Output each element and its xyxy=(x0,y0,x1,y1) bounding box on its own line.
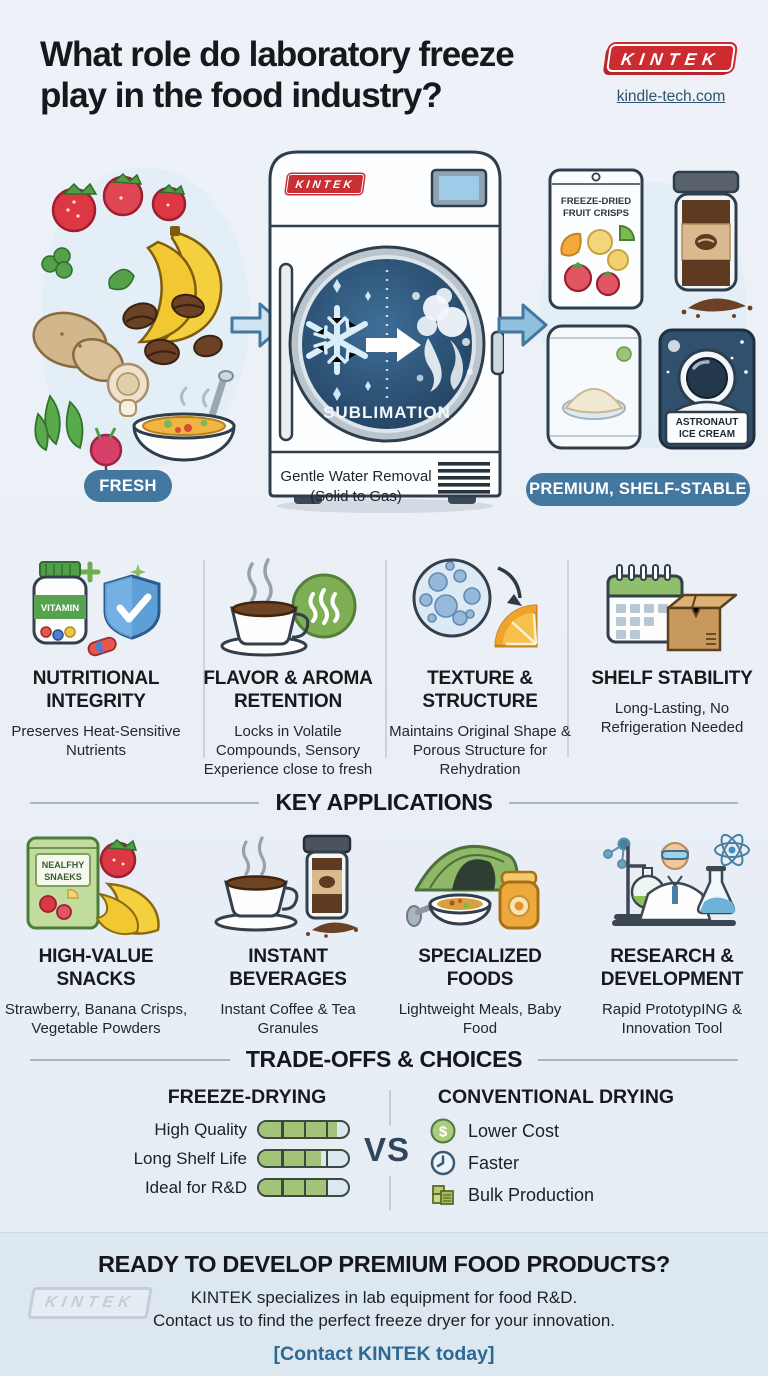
astronaut-ice-cream-card xyxy=(660,330,754,448)
premium-shelf-stable-badge: PREMIUM, SHELF-STABLE xyxy=(526,473,750,506)
fresh-foods-illustration xyxy=(22,150,257,500)
freeze-drying-title: FREEZE-DRYING xyxy=(167,1086,327,1108)
conventional-row: Bulk Production xyxy=(430,1182,594,1208)
benefit-title: TEXTURE & STRUCTURE xyxy=(422,668,538,712)
vitamin-shield-icon xyxy=(16,552,176,664)
svg-text:FRUIT CRISPS: FRUIT CRISPS xyxy=(563,208,629,219)
app-specialized-foods xyxy=(384,824,576,1038)
benefit-title: NUTRITIONAL INTEGRITY xyxy=(32,668,160,712)
app-title: SPECIALIZED FOODS xyxy=(418,946,542,990)
vs-divider xyxy=(389,1176,391,1210)
benefit-shelf-stability xyxy=(576,552,768,779)
snacks-icon xyxy=(16,824,176,942)
benefit-desc: Long-Lasting, No Refrigeration Needed xyxy=(600,699,744,736)
svg-text:$: $ xyxy=(438,1123,448,1141)
machine-brand-badge: KINTEK xyxy=(286,174,365,194)
kintek-watermark-logo: KINTEK xyxy=(27,1287,152,1319)
contact-cta[interactable]: [Contact KINTEK today] xyxy=(273,1343,495,1365)
app-research-development xyxy=(576,824,768,1038)
specialized-foods-icon xyxy=(400,824,560,942)
page-title xyxy=(40,34,514,116)
page-title-line2: play in the food industry? xyxy=(40,76,442,115)
conventional-row: $ Lower Cost xyxy=(430,1118,594,1144)
benefit-desc: Locks in Volatile Compounds, Sensory Experience close to fresh xyxy=(203,722,373,778)
benefit-title: FLAVOR & AROMA RETENTION xyxy=(203,668,373,712)
freeze-dryer-machine xyxy=(266,146,504,514)
mushroom-icon xyxy=(108,364,148,416)
benefit-nutritional-integrity xyxy=(0,552,192,779)
boxes-icon xyxy=(430,1182,456,1208)
website-link[interactable]: kindle-tech.com xyxy=(616,88,726,105)
heading-line xyxy=(538,1059,738,1061)
app-desc: Strawberry, Banana Crisps, Vegetable Powders xyxy=(4,1000,188,1037)
quality-gauge xyxy=(257,1120,350,1139)
coffee-aroma-icon xyxy=(208,552,368,664)
svg-text:VITAMIN: VITAMIN xyxy=(40,603,80,614)
app-desc: Rapid PrototypING & Innovation Tool xyxy=(601,1000,743,1037)
heading-line xyxy=(509,802,738,804)
kintek-logo: KINTEK xyxy=(606,44,736,72)
fruit-crisps-pouch xyxy=(550,170,642,308)
vs-label: VS xyxy=(363,1131,411,1168)
svg-text:FREEZE-DRIED: FREEZE-DRIED xyxy=(560,196,632,207)
svg-text:ICE CREAM: ICE CREAM xyxy=(678,429,736,440)
svg-text:NEALFHY: NEALFHY xyxy=(41,860,85,870)
benefit-flavor-aroma xyxy=(192,552,384,779)
app-desc: Instant Coffee & Tea Granules xyxy=(220,1000,356,1037)
machine-caption: Gentle Water Removal (Solid to Gas) xyxy=(280,468,432,505)
research-icon xyxy=(592,824,752,942)
applications-row xyxy=(0,824,768,1038)
strawberries-icon xyxy=(53,174,185,231)
app-instant-beverages xyxy=(192,824,384,1038)
heading-line xyxy=(30,802,259,804)
footer-line1: KINTEK specializes in lab equipment for food R&D. xyxy=(190,1288,578,1307)
beverages-icon xyxy=(208,824,368,942)
footer xyxy=(0,1232,768,1376)
footer-heading: READY TO DEVELOP PREMIUM FOOD PRODUCTS? xyxy=(98,1251,670,1277)
bananas-icon xyxy=(140,226,221,342)
powder-pouch xyxy=(548,326,640,448)
benefit-desc: Preserves Heat-Sensitive Nutrients xyxy=(11,722,181,759)
porous-structure-icon xyxy=(400,552,560,664)
fresh-badge: FRESH xyxy=(84,470,172,502)
app-desc: Lightweight Meals, Baby Food xyxy=(398,1000,562,1037)
app-title: INSTANT BEVERAGES xyxy=(229,946,347,990)
benefit-desc: Maintains Original Shape & Porous Structure for Rehydration xyxy=(389,722,571,778)
footer-line2: Contact us to find the perfect freeze dryer for your innovation. xyxy=(152,1311,616,1330)
gauge-row: Long Shelf Life xyxy=(116,1148,350,1169)
greens-icon xyxy=(35,396,82,450)
freeze-drying-rows xyxy=(116,1119,350,1206)
app-title: RESEARCH & DEVELOPMENT xyxy=(600,946,744,990)
conventional-drying-title: CONVENTIONAL DRYING xyxy=(437,1086,675,1108)
rnd-gauge xyxy=(257,1178,350,1197)
dollar-icon xyxy=(430,1118,456,1144)
tradeoffs-heading: TRADE-OFFS & CHOICES xyxy=(0,1046,768,1073)
calendar-box-icon xyxy=(592,552,752,664)
benefit-texture-structure xyxy=(384,552,576,779)
benefits-row xyxy=(0,552,768,779)
sublimation-label: SUBLIMATION xyxy=(323,403,451,422)
vs-divider xyxy=(389,1090,391,1126)
shelf-life-gauge xyxy=(257,1149,350,1168)
page-title-line1: What role do laboratory freeze xyxy=(40,35,514,74)
gauge-row: Ideal for R&D xyxy=(116,1177,350,1198)
app-high-value-snacks xyxy=(0,824,192,1038)
svg-text:SNAEKS: SNAEKS xyxy=(44,872,82,882)
conventional-row: Faster xyxy=(430,1150,594,1176)
svg-text:ASTRONAUT: ASTRONAUT xyxy=(675,417,739,428)
heading-line xyxy=(30,1059,230,1061)
gauge-row: High Quality xyxy=(116,1119,350,1140)
herb-leaves-icon xyxy=(42,248,134,290)
app-title: HIGH-VALUE SNACKS xyxy=(38,946,154,990)
coffee-jar xyxy=(674,172,752,318)
benefit-title: SHELF STABILITY xyxy=(591,668,753,689)
clock-icon xyxy=(430,1150,456,1176)
key-applications-heading: KEY APPLICATIONS xyxy=(0,789,768,816)
products-illustration xyxy=(538,158,763,463)
conventional-rows xyxy=(430,1118,594,1214)
